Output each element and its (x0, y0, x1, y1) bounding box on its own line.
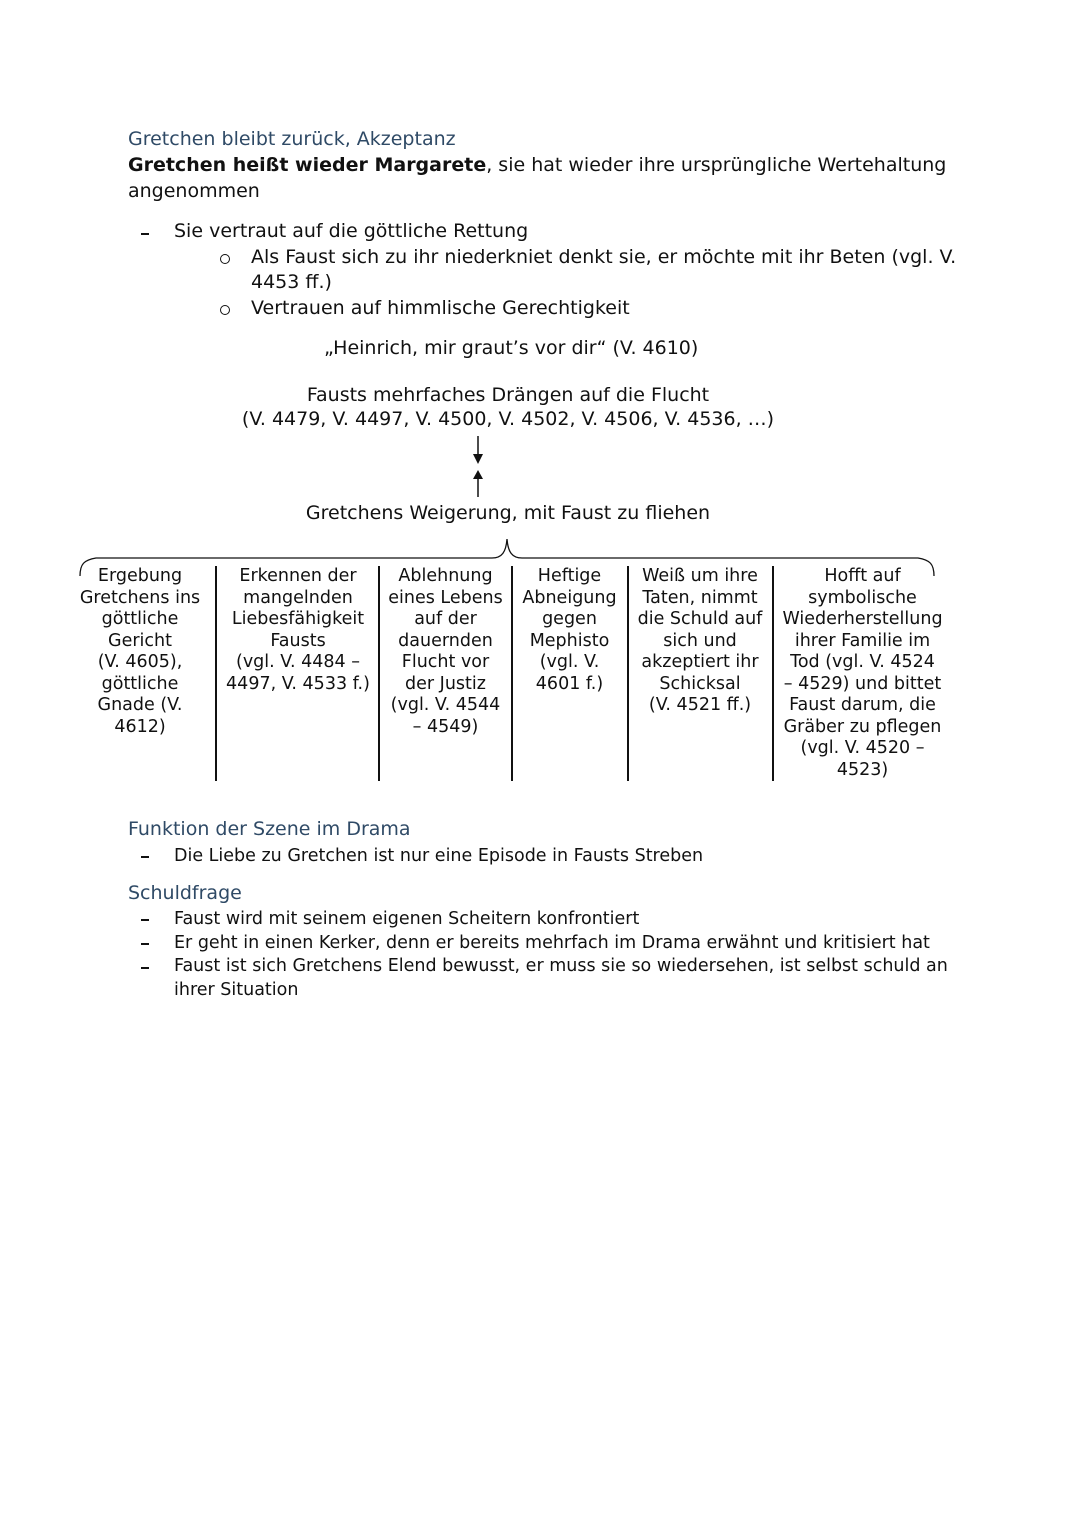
diagram-column-familie (775, 566, 950, 781)
diagram-column-liebesfaehigkeit (220, 566, 376, 695)
column-divider (627, 566, 629, 781)
bullet-kerker: Er geht in einen Kerker, denn er bereits mehrfach im Drama erwähnt und kritisiert hat (174, 933, 930, 953)
bullet-episode: Die Liebe zu Gretchen ist nur eine Episode in Fausts Streben (174, 846, 704, 866)
diagram-top-label: Fausts mehrfaches Drängen auf die Flucht (306, 384, 710, 406)
section-heading-schuldfrage: Schuldfrage (128, 882, 242, 904)
column-line: (V. 4521 ff.) (648, 695, 752, 715)
column-line: auf der (414, 609, 477, 629)
column-line: Heftige (537, 566, 602, 586)
column-line: Gretchens ins (79, 587, 201, 608)
column-line: Tod (vgl. V. 4524 (790, 652, 935, 672)
column-divider (511, 566, 513, 781)
sub-bullet-beten-line1: Als Faust sich zu ihr niederkniet denkt sie, er möchte mit ihr Beten (vgl. V. (251, 246, 957, 268)
bullet-elend-line1: Faust ist sich Gretchens Elend bewusst, er muss sie so wiedersehen, ist selbst schuld an (174, 956, 948, 976)
column-line: eines Lebens (388, 587, 503, 608)
dash-bullet-icon (141, 967, 149, 969)
column-line: Gräber zu pflegen (783, 716, 942, 737)
column-line: symbolische (808, 587, 917, 608)
column-line: Liebesfähigkeit (231, 609, 365, 629)
column-line: göttliche (101, 673, 179, 694)
diagram-column-ergebung (70, 566, 210, 738)
column-line: Abneigung (522, 587, 617, 608)
dash-bullet-icon (141, 856, 149, 858)
column-line: 4523) (836, 759, 889, 780)
column-line: Ablehnung (398, 566, 493, 586)
column-line: Gericht (108, 630, 172, 651)
column-divider (772, 566, 774, 781)
column-line: (V. 4605), (97, 652, 183, 672)
column-line: 4612) (114, 716, 166, 737)
column-divider (378, 566, 380, 781)
column-line: Ergebung (97, 566, 183, 586)
bullet-scheitern: Faust wird mit seinem eigenen Scheitern konfrontiert (174, 909, 640, 929)
column-line: Wiederherstellung (782, 609, 943, 629)
lead-sentence-line2: angenommen (128, 180, 260, 202)
section-heading-funktion: Funktion der Szene im Drama (128, 818, 411, 840)
column-line: der Justiz (405, 673, 486, 694)
lead-rest: , sie hat wieder ihre ursprüngliche Wertehaltung (486, 154, 947, 176)
column-line: Fausts (270, 630, 326, 651)
lead-bold: Gretchen heißt wieder Margarete (128, 154, 487, 176)
column-line: die Schuld auf (637, 609, 763, 629)
column-line: Flucht vor (401, 652, 490, 672)
sub-bullet-beten-line2: 4453 ff.) (251, 271, 332, 293)
column-line: mangelnden (243, 587, 353, 608)
dash-bullet-icon (141, 919, 149, 921)
column-line: 4497, V. 4533 f.) (226, 673, 370, 694)
diagram-column-ablehnung (382, 566, 509, 738)
column-line: Hofft auf (824, 566, 901, 586)
column-line: sich und (663, 630, 737, 651)
double-arrow-icon (473, 436, 483, 497)
diagram-bottom-label: Gretchens Weigerung, mit Faust zu fliehen (305, 502, 711, 524)
column-line: akzeptiert ihr (641, 652, 759, 672)
column-line: Gnade (V. (97, 695, 183, 715)
column-line: Erkennen der (239, 566, 357, 586)
column-line: (vgl. V. 4520 – (800, 738, 925, 758)
column-line: (vgl. V. (539, 652, 600, 672)
quote-heinrich: „Heinrich, mir graut’s vor dir“ (V. 4610) (324, 337, 699, 359)
column-line: (vgl. V. 4544 (390, 695, 501, 715)
column-line: Mephisto (529, 630, 610, 651)
column-line: Weiß um ihre (642, 566, 758, 586)
column-line: – 4549) (412, 716, 479, 737)
dash-bullet-icon (141, 943, 149, 945)
column-line: dauernden (398, 630, 493, 651)
sub-bullet-gerechtigkeit: Vertrauen auf himmlische Gerechtigkeit (251, 297, 630, 319)
column-line: ihrer Familie im (794, 630, 931, 651)
section-heading-akzeptanz: Gretchen bleibt zurück, Akzeptanz (128, 128, 456, 150)
column-line: Taten, nimmt (642, 587, 758, 608)
diagram-column-abneigung (514, 566, 625, 695)
column-line: göttliche (101, 609, 179, 629)
diagram-column-schicksal (630, 566, 770, 717)
column-line: (vgl. V. 4484 – (236, 652, 360, 672)
column-line: Faust darum, die (789, 695, 936, 715)
bullet-elend-line2: ihrer Situation (174, 980, 299, 1000)
column-line: 4601 f.) (535, 673, 604, 694)
column-line: Schicksal (659, 673, 741, 694)
bullet-rettung: Sie vertraut auf die göttliche Rettung (174, 220, 529, 242)
column-line: gegen (542, 609, 597, 629)
column-line: – 4529) und bittet (783, 673, 942, 694)
column-divider (215, 566, 217, 781)
diagram-top-verses: (V. 4479, V. 4497, V. 4500, V. 4502, V. 4506, V. 4536, …) (241, 408, 775, 430)
